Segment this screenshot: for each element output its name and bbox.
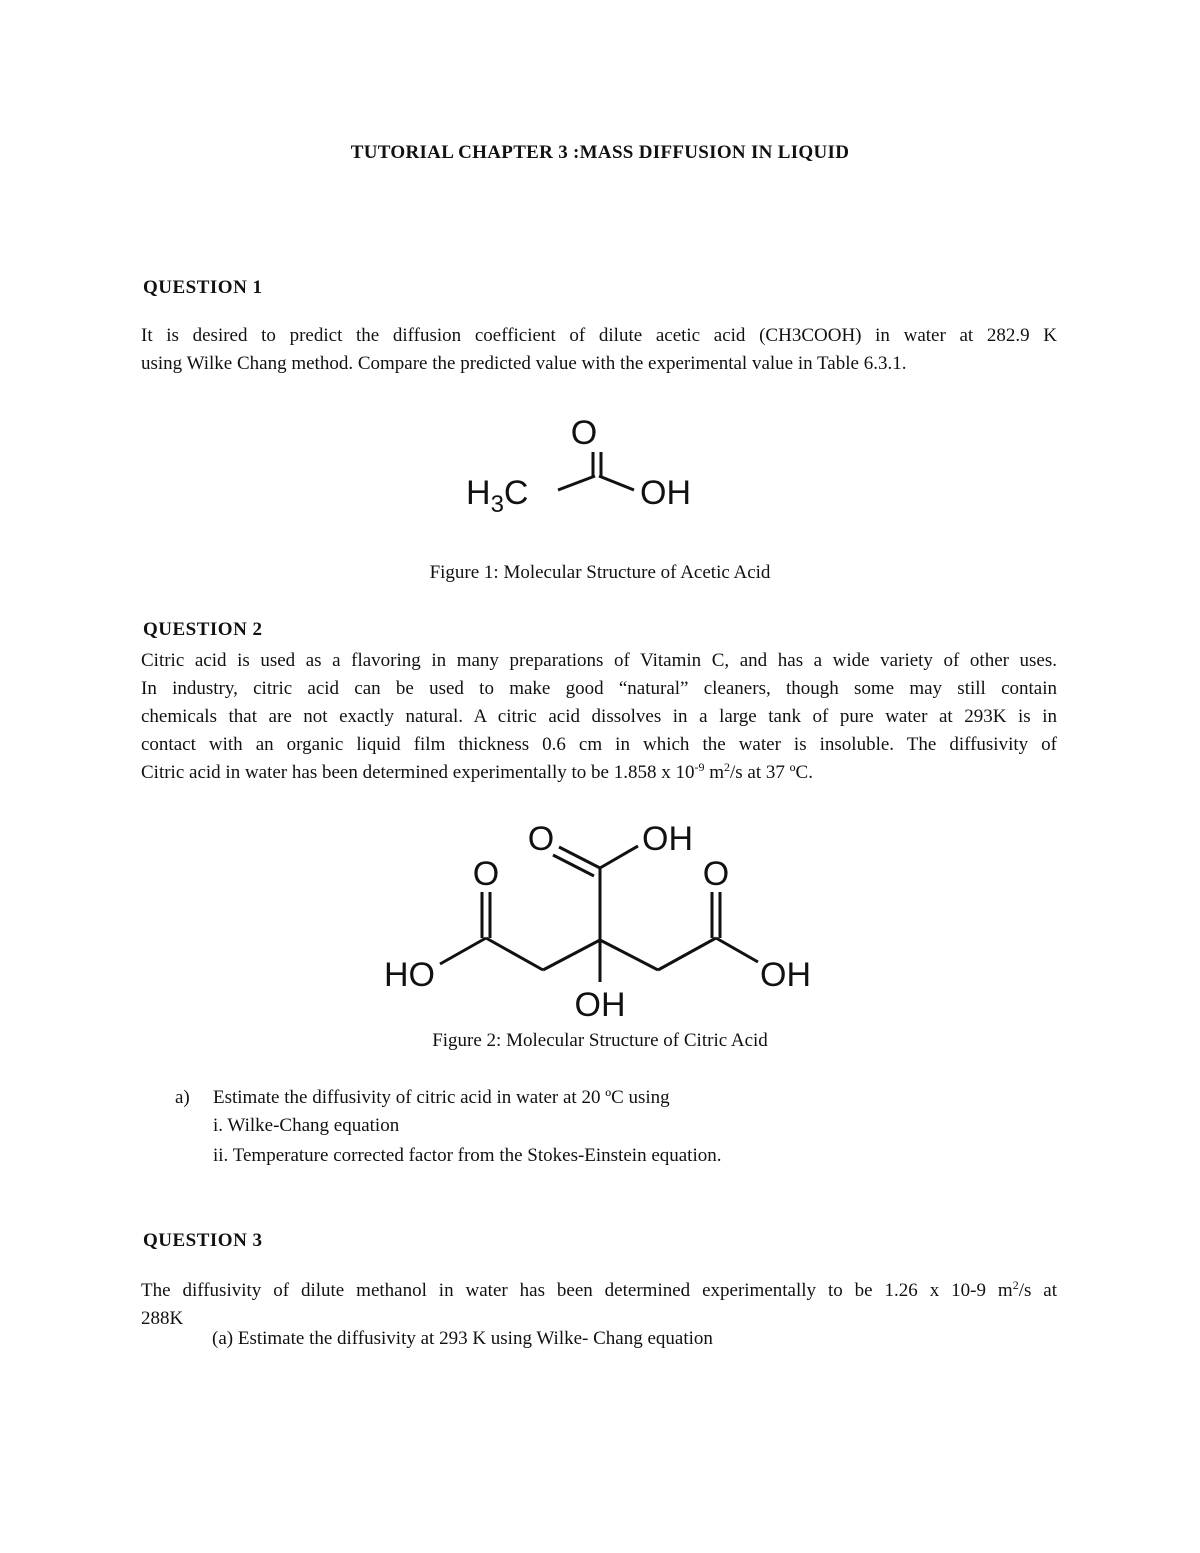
page-title: TUTORIAL CHAPTER 3 :MASS DIFFUSION IN LIQUID bbox=[350, 142, 850, 163]
citric-left-o-label: O bbox=[472, 855, 500, 893]
question-2-line-5-part-c: /s at 37 ºC. bbox=[730, 762, 813, 783]
question-2-line-5-part-b: m bbox=[704, 762, 724, 783]
question-3-line-1-part-b: /s at bbox=[1018, 1280, 1058, 1301]
acetic-acid-structure-figure bbox=[460, 412, 720, 522]
question-1-line-1: It is desired to predict the diffusion coefficient of dilute acetic acid (CH3COOH) in water at 282.9 K bbox=[141, 325, 1057, 346]
figure-2-caption: Figure 2: Molecular Structure of Citric Acid bbox=[432, 1030, 768, 1051]
acetic-o-label: O bbox=[570, 414, 598, 452]
question-2-line-5-part-a: Citric acid in water has been determined experimentally to be 1.858 x 10 bbox=[141, 762, 695, 783]
question-2-line-3: chemicals that are not exactly natural. A citric acid dissolves in a large tank of pure water at 293K is in bbox=[141, 706, 1057, 727]
citric-acid-structure-figure bbox=[378, 810, 828, 1030]
sub-item-i: i. Wilke-Chang equation bbox=[213, 1115, 400, 1136]
citric-top-oh-label: OH bbox=[642, 820, 693, 858]
acetic-c-label: C bbox=[503, 474, 529, 512]
question-1-line-2: using Wilke Chang method. Compare the predicted value with the experimental value in Table 6.3.1. bbox=[141, 353, 907, 374]
acetic-h-label: H bbox=[466, 474, 491, 512]
sub-item-ii: ii. Temperature corrected factor from the Stokes-Einstein equation. bbox=[213, 1145, 722, 1166]
question-3-part-a: (a) Estimate the diffusivity at 293 K using Wilke- Chang equation bbox=[212, 1328, 713, 1349]
figure-1-caption: Figure 1: Molecular Structure of Acetic Acid bbox=[429, 562, 771, 583]
question-3-heading: QUESTION 3 bbox=[143, 1230, 263, 1251]
question-1-text bbox=[141, 322, 1057, 378]
question-3-line-1 bbox=[141, 1277, 1057, 1305]
square-superscript: 2 bbox=[1012, 1278, 1019, 1292]
citric-top-o-label: O bbox=[527, 820, 555, 858]
citric-bottom-oh-label: OH bbox=[574, 986, 626, 1024]
svg-text:H3C bbox=[466, 474, 528, 518]
question-2-line-4: contact with an organic liquid film thickness 0.6 cm in which the water is insoluble. The diffusivity of bbox=[141, 734, 1057, 755]
acetic-subscript-3: 3 bbox=[490, 491, 504, 518]
part-a-marker: a) bbox=[175, 1087, 190, 1108]
question-2-text bbox=[141, 647, 1057, 787]
question-3-line-2: 288K bbox=[141, 1308, 184, 1329]
question-2-line-2: In industry, citric acid can be used to make good “natural” cleaners, though some may still contain bbox=[141, 678, 1057, 699]
question-2-line-5 bbox=[141, 759, 1057, 787]
acetic-oh-label: OH bbox=[640, 474, 691, 512]
question-3-line-1-part-a: The diffusivity of dilute methanol in water has been determined experimentally to be 1.26 x 10-9 m bbox=[141, 1280, 1013, 1301]
exponent-superscript: -9 bbox=[694, 760, 705, 774]
question-2-heading: QUESTION 2 bbox=[143, 619, 263, 640]
citric-left-ho-label: HO bbox=[384, 956, 435, 994]
square-superscript: 2 bbox=[724, 760, 730, 774]
citric-right-o-label: O bbox=[702, 855, 730, 893]
question-3-text bbox=[141, 1277, 1057, 1333]
citric-right-oh-label: OH bbox=[760, 956, 811, 994]
question-1-heading: QUESTION 1 bbox=[143, 277, 263, 298]
question-2-line-1: Citric acid is used as a flavoring in many preparations of Vitamin C, and has a wide variety of other uses. bbox=[141, 650, 1057, 671]
part-a-text: Estimate the diffusivity of citric acid in water at 20 ºC using bbox=[213, 1087, 670, 1108]
